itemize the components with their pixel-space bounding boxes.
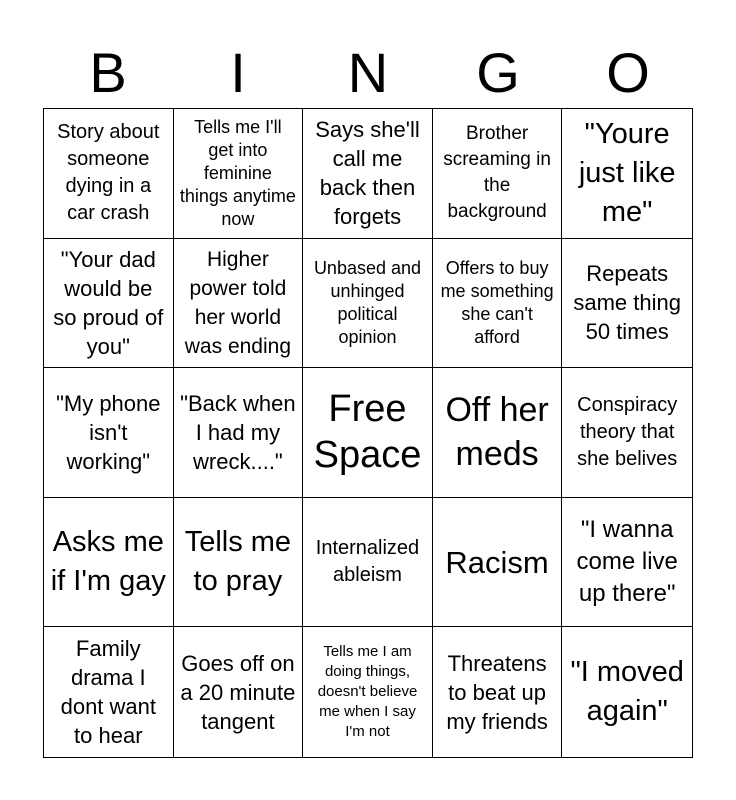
bingo-cell[interactable] [433,368,563,498]
header-letter-b: B [89,41,127,104]
header-letter-o: O [606,41,650,104]
cell-text: Goes off on a 20 minute tangent [180,650,296,734]
bingo-cell[interactable] [44,109,174,239]
bingo-cell[interactable] [303,239,433,369]
cell-text: Tells me I am doing things, doesn't believe me when I say I'm not [317,643,418,741]
cell-text: Free Space [313,388,422,477]
bingo-cell[interactable] [174,498,304,628]
cell-text: Story about someone dying in a car crash [57,121,160,225]
bingo-cell[interactable] [562,498,692,628]
cell-text: Offers to buy me something she can't afford [440,257,554,347]
cell-text: Tells me I'll get into feminine things anytime now [179,116,296,229]
header-letter-i: I [230,41,246,104]
cell-text: Asks me if I'm gay [50,526,166,598]
bingo-cell[interactable] [303,627,433,757]
bingo-cell[interactable] [433,239,563,369]
bingo-cell[interactable] [433,498,563,628]
bingo-cell[interactable] [44,498,174,628]
cell-text: Unbased and unhinged political opinion [313,257,422,347]
cell-text: Repeats same thing 50 times [573,261,681,345]
header-letter-n: N [347,41,389,104]
bingo-cell[interactable] [562,368,692,498]
cell-text: Brother screaming in the background [443,123,551,223]
cell-text: Off her meds [445,391,549,474]
bingo-board [43,108,693,758]
bingo-cell[interactable] [433,109,563,239]
bingo-cell[interactable] [303,498,433,628]
cell-text: "Your dad would be so proud of you" [53,246,164,359]
cell-text: Tells me to pray [184,526,292,598]
bingo-cell[interactable] [174,368,304,498]
header-letter-g: G [476,41,520,104]
cell-text: "I wanna come live up there" [576,516,678,608]
cell-text: "I moved again" [570,656,684,728]
bingo-cell[interactable] [44,627,174,757]
bingo-cell[interactable] [174,239,304,369]
bingo-cell[interactable] [44,368,174,498]
bingo-cell[interactable] [562,239,692,369]
cell-text: Racism [445,544,549,580]
bingo-header [43,38,693,108]
bingo-cell[interactable] [562,109,692,239]
bingo-cell-free-space[interactable] [303,368,433,498]
cell-text: Conspiracy theory that she belives [577,393,678,470]
cell-text: Family drama I dont want to hear [60,636,156,749]
cell-text: "Back when I had my wreck...." [180,390,296,474]
cell-text: "Youre just like me" [578,117,676,228]
bingo-cell[interactable] [44,239,174,369]
bingo-cell[interactable] [174,109,304,239]
bingo-cell[interactable] [303,109,433,239]
bingo-cell[interactable] [562,627,692,757]
cell-text: "My phone isn't working" [56,390,161,474]
bingo-cell[interactable] [433,627,563,757]
bingo-cell[interactable] [174,627,304,757]
cell-text: Higher power told her world was ending [184,247,292,358]
cell-text: Threatens to beat up my friends [446,650,548,734]
cell-text: Internalized ableism [315,537,420,587]
cell-text: Says she'll call me back then forgets [315,117,420,230]
